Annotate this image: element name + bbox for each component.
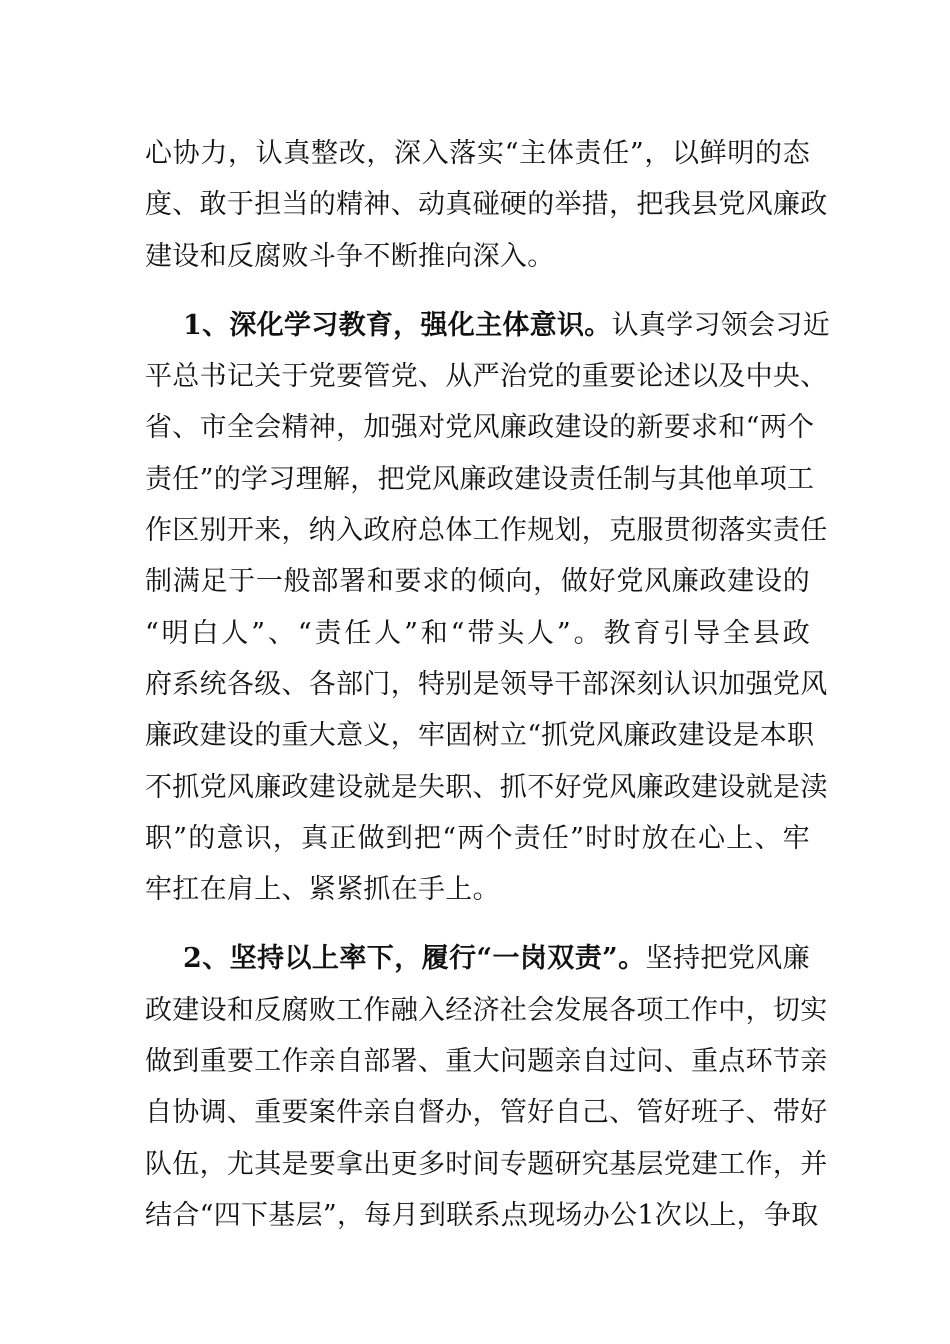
text-line: 作区别开来，纳入政府总体工作规划，克服贯彻落实责任 [145, 515, 828, 547]
text-line: 职”的意识，真正做到把“两个责任”时时放在心上、牢 [145, 822, 810, 854]
text-line: 建设和反腐败斗争不断推向深入。 [145, 240, 555, 272]
text-line [145, 933, 810, 984]
heading-line-rest: 认真学习领会习近 [611, 309, 830, 341]
text-line: 省、市全会精神，加强对党风廉政建设的新要求和“两个 [145, 412, 815, 444]
text-line [145, 300, 830, 351]
text-line: 做到重要工作亲自部署、重大问题亲自过问、重点环节亲 [145, 1046, 828, 1078]
text-line: 结合“四下基层”，每月到联系点现场办公1次以上，争取 [145, 1199, 819, 1231]
text-line: 廉政建设的重大意义，牢固树立“抓党风廉政建设是本职 [145, 720, 815, 752]
paragraph-section-2 [145, 933, 828, 1241]
text-line: 度、敢于担当的精神、动真碰硬的举措，把我县党风廉政 [145, 189, 828, 221]
paragraph-intro [145, 128, 828, 282]
text-line: 牢扛在肩上、紧紧抓在手上。 [145, 874, 500, 906]
text-line: 制满足于一般部署和要求的倾向，做好党风廉政建设的 [145, 566, 810, 598]
section-heading-1: 1、深化学习教育，强化主体意识。 [183, 309, 612, 341]
heading-line-rest: 坚持把党风廉 [645, 943, 810, 975]
text-line: “明白人”、“责任人”和“带头人”。教育引导全县政 [145, 617, 810, 649]
section-heading-2: 2、坚持以上率下，履行“一岗双责”。 [183, 943, 646, 975]
text-line: 队伍，尤其是要拿出更多时间专题研究基层党建工作，并 [145, 1148, 828, 1180]
text-line: 心协力，认真整改，深入落实“主体责任”，以鲜明的态 [145, 138, 810, 169]
document-body [145, 128, 830, 1259]
text-line: 政建设和反腐败工作融入经济社会发展各项工作中，切实 [145, 994, 828, 1026]
text-line: 平总书记关于党要管党、从严治党的重要论述以及中央、 [145, 361, 828, 393]
paragraph-section-1 [145, 300, 830, 916]
text-line: 不抓党风廉政建设就是失职、抓不好党风廉政建设就是渎 [145, 771, 828, 803]
text-line: 责任”的学习理解，把党风廉政建设责任制与其他单项工 [145, 463, 815, 495]
text-line: 自协调、重要案件亲自督办，管好自己、管好班子、带好 [145, 1097, 828, 1129]
text-line: 府系统各级、各部门，特别是领导干部深刻认识加强党风 [145, 668, 828, 700]
